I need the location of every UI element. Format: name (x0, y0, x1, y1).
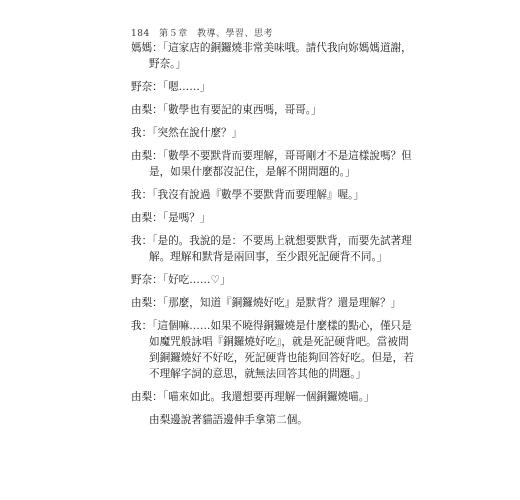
speaker-name: 由梨： (131, 391, 163, 403)
speaker-name: 我： (131, 320, 153, 332)
dialogue-line (131, 350, 414, 366)
speaker-name: 我： (131, 235, 153, 247)
paragraph-gap (131, 382, 401, 389)
dialogue-text: 「嗯……」 (162, 81, 211, 93)
dialogue-line (131, 389, 401, 405)
speaker-name: 由梨： (131, 297, 163, 309)
paragraph-gap (131, 180, 401, 187)
dialogue-entry (131, 125, 401, 141)
dialogue-text: 「這家店的銅鑼燒非常美味哦。請代我向妳媽媽道謝， (162, 42, 412, 54)
chapter-label: 第５章 (159, 29, 188, 39)
dialogue-text: 不理解字詞的意思，就無法回答其他的問題。」 (149, 368, 367, 380)
dialogue-line (131, 249, 401, 265)
dialogue-text: 是，如果什麼都沒記住，是解不開問題的。」 (149, 166, 356, 178)
speaker-name: 由梨： (131, 104, 163, 116)
speaker-name: 媽媽： (131, 42, 163, 54)
dialogue-entry (131, 102, 401, 118)
dialogue-text: 「突然在說什麼？」 (152, 127, 243, 139)
paragraph-gap (131, 141, 401, 148)
dialogue-text: 「好吃……♡」 (162, 274, 231, 286)
dialogue-line (131, 210, 401, 226)
dialogue-text: 解。理解和默背是兩回事，至少跟死記硬背不同。」 (149, 251, 388, 263)
dialogue-text: 「這個嘛……如果不曉得銅鑼燒是什麼樣的點心，僅只是 (152, 320, 412, 332)
speaker-name: 我： (131, 189, 153, 201)
page-number: 184 (131, 29, 150, 39)
dialogue-line (131, 334, 409, 350)
dialogue-entry (131, 187, 401, 203)
speaker-name: 野奈： (131, 81, 163, 93)
dialogue-text: 到銅鑼燒好不好吃，死記硬背也能夠回答好吃。但是，若 (149, 352, 414, 364)
speaker-name: 我： (131, 127, 153, 139)
paragraph-gap (131, 226, 401, 233)
paragraph-gap (131, 405, 401, 412)
dialogue-line (131, 125, 401, 141)
dialogue-text: 「數學也有要記的東西嗎，哥哥。」 (162, 104, 322, 116)
paragraph-gap (131, 118, 401, 125)
dialogue-text: 「那麼，知道『銅鑼燒好吃』是默背？還是理解？」 (162, 297, 402, 309)
paragraph-gap (131, 288, 401, 295)
dialogue-line (131, 295, 401, 311)
dialogue-entry (131, 272, 401, 288)
dialogue-entry (131, 79, 401, 95)
dialogue-line (131, 233, 412, 249)
dialogue-line (131, 366, 401, 382)
dialogue-text: 「我沒有說過『數學不要默背而要理解』喔。」 (152, 189, 365, 201)
dialogue-entry (131, 40, 412, 72)
paragraph-gap (131, 265, 401, 272)
paragraph-gap (131, 203, 401, 210)
dialogue-text: 如魔咒般詠唱『銅鑼燒好吃』，就是死記硬背吧。當被問 (149, 336, 409, 348)
dialogue-line (131, 148, 412, 164)
dialogue-line (131, 164, 401, 180)
narration-line: 由梨邊說著貓語邊伸手拿第二個。 (149, 414, 308, 426)
speaker-name: 由梨： (131, 212, 163, 224)
paragraph-gap (131, 311, 401, 318)
dialogue-text: 「是嗎？」 (162, 212, 211, 224)
paragraph-gap (131, 95, 401, 102)
dialogue-entry (131, 210, 401, 226)
dialogue-text: 「數學不要默背而要理解，哥哥剛才不是這樣說嗎？但 (162, 150, 412, 162)
dialogue-line (131, 318, 412, 334)
dialogue-line (131, 56, 401, 72)
dialogue-entry (131, 318, 414, 382)
page-body (131, 40, 414, 428)
dialogue-text: 「是的。我說的是：不要馬上就想要默背，而要先試著理 (152, 235, 412, 247)
speaker-name: 由梨： (131, 150, 163, 162)
dialogue-line (131, 79, 401, 95)
running-header (131, 26, 279, 39)
dialogue-entry (131, 148, 412, 180)
dialogue-line (131, 272, 401, 288)
speaker-name: 野奈： (131, 274, 163, 286)
dialogue-entry (131, 233, 412, 265)
dialogue-line (131, 102, 401, 118)
paragraph-gap (131, 72, 401, 79)
dialogue-entry (131, 295, 401, 311)
dialogue-line (131, 187, 401, 203)
dialogue-line (131, 40, 412, 56)
dialogue-text: 「喵來如此。我還想要再理解一個銅鑼燒喵。」 (162, 391, 375, 403)
dialogue-entry (131, 389, 401, 405)
dialogue-text: 野奈。」 (149, 58, 187, 70)
chapter-title: 教導、學習、思考 (196, 29, 273, 39)
